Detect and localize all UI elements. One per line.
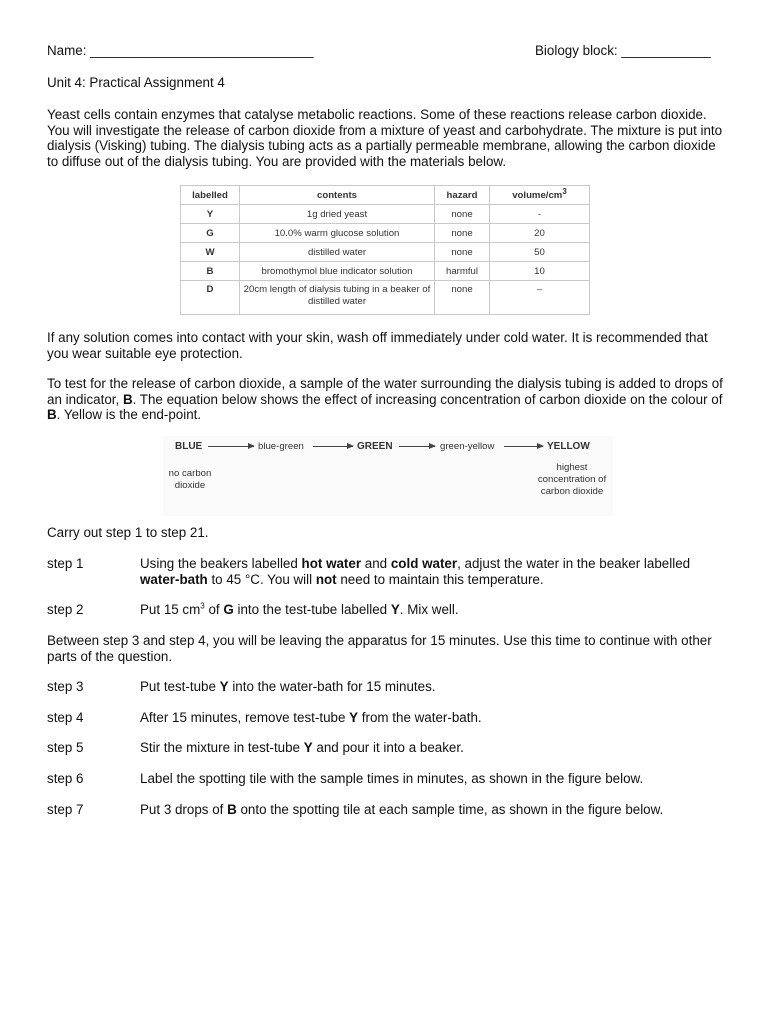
biology-block-label: Biology block: ____________: [535, 43, 711, 58]
step-label: step 4: [47, 710, 84, 725]
col-labelled: labelled: [181, 186, 240, 205]
col-hazard: hazard: [435, 186, 490, 205]
step-label: step 2: [47, 602, 84, 617]
test-paragraph: To test for the release of carbon dioxide, a sample of the water surrounding the dialysis tubing is added to drops of an indicator, B. The equation below shows the effect of increasing concentration of carbon dioxide on the colour of B. Yellow is the end-point.: [47, 376, 723, 422]
safety-paragraph: If any solution comes into contact with your skin, wash off immediately under cold water. It is recommended that you wear suitable eye protection.: [47, 330, 708, 361]
table-row: G 10.0% warm glucose solution none 20: [181, 224, 590, 243]
step-label: step 6: [47, 771, 84, 786]
highest-co2-note: highest concentration of carbon dioxide: [537, 462, 607, 497]
step-text: Put 3 drops of B onto the spotting tile at each sample time, as shown in the figure below.: [140, 802, 664, 817]
arrow-icon: [208, 446, 254, 447]
step-text: Label the spotting tile with the sample times in minutes, as shown in the figure below.: [140, 771, 644, 786]
intro-paragraph: Yeast cells contain enzymes that catalyse metabolic reactions. Some of these reactions release carbon dioxide. You will investigate the release of carbon dioxide from a mixture of yeast and carbohydrate. The mixture is put into dialysis (Visking) tubing. The dialysis tubing acts as a partially permeable membrane, allowing the carbon dioxide to diffuse out of the dialysis tubing. You are provided with the materials below.: [47, 107, 723, 169]
carry-out-instruction: Carry out step 1 to step 21.: [47, 525, 209, 540]
name-field-label: Name: ______________________________: [47, 43, 314, 58]
between-steps-note: Between step 3 and step 4, you will be leaving the apparatus for 15 minutes. Use this time to continue with other parts of the question.: [47, 633, 712, 664]
stage-green: GREEN: [357, 441, 393, 452]
step-label: step 5: [47, 740, 84, 755]
arrow-icon: [504, 446, 543, 447]
step-text: Stir the mixture in test-tube Y and pour it into a beaker.: [140, 740, 464, 755]
col-contents: contents: [240, 186, 435, 205]
table-row: B bromothymol blue indicator solution harmful 10: [181, 262, 590, 281]
step-label: step 7: [47, 802, 84, 817]
stage-blue-green: blue-green: [258, 441, 304, 452]
step-text: After 15 minutes, remove test-tube Y from the water-bath.: [140, 710, 482, 725]
stage-green-yellow: green-yellow: [440, 441, 495, 452]
unit-title: Unit 4: Practical Assignment 4: [47, 75, 225, 90]
table-row: D 20cm length of dialysis tubing in a beaker of distilled water none –: [181, 281, 590, 315]
step-text: Using the beakers labelled hot water and cold water, adjust the water in the beaker labelled water-bath to 45 °C. You will not need to maintain this temperature.: [140, 556, 691, 587]
table-row: W distilled water none 50: [181, 243, 590, 262]
stage-blue: BLUE: [175, 441, 203, 452]
table-header-row: [181, 186, 590, 205]
stage-yellow: YELLOW: [547, 441, 590, 452]
step-label: step 3: [47, 679, 84, 694]
no-co2-note: no carbon dioxide: [168, 468, 212, 491]
materials-table: [180, 185, 590, 315]
col-volume: volume/$cm^3$: [490, 186, 590, 205]
step-text: Put test-tube Y into the water-bath for 15 minutes.: [140, 679, 436, 694]
step-text: Put 15 $cm^3$ of G into the test-tube labelled Y. Mix well.: [140, 601, 459, 617]
table-row: Y 1g dried yeast none -: [181, 205, 590, 224]
arrow-icon: [399, 446, 435, 447]
step-label: step 1: [47, 556, 84, 571]
colour-change-equation: [163, 436, 613, 516]
arrow-icon: [313, 446, 353, 447]
